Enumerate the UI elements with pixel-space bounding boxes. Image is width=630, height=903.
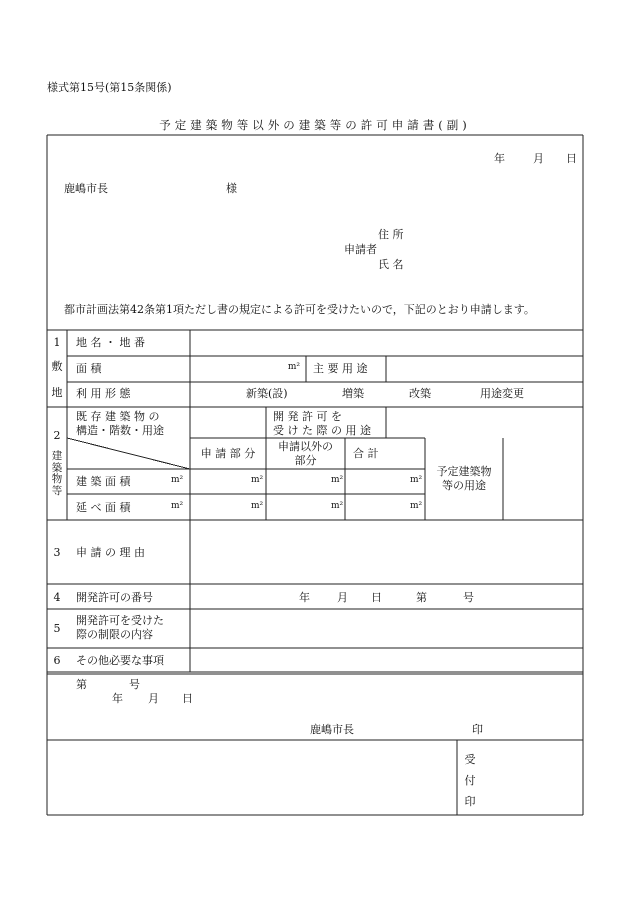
section5-number: 5 bbox=[53, 622, 61, 635]
section4-number: 4 bbox=[53, 591, 61, 604]
diagonal-line bbox=[67, 438, 190, 469]
section2-vertical-label: 建 築 物 等 bbox=[51, 450, 63, 497]
col-applied-portion: 申 請 部 分 bbox=[200, 447, 256, 460]
usage-option-extension: 増築 bbox=[342, 387, 364, 400]
development-use-label: 開 発 許 可 を 受 け た 際 の 用 途 bbox=[273, 410, 371, 437]
usage-option-rebuild: 改築 bbox=[409, 387, 431, 400]
permit-go: 号 bbox=[463, 591, 474, 604]
floor-area-label: 延 べ 面 積 bbox=[76, 501, 131, 514]
honorific: 様 bbox=[226, 182, 237, 195]
footer-month: 月 bbox=[148, 692, 159, 705]
form-number: 様式第15号(第15条関係) bbox=[47, 81, 172, 94]
area-unit: m² bbox=[287, 362, 300, 372]
unit-other-floor: m² bbox=[331, 501, 344, 511]
receipt-stamp-label: 受 付 印 bbox=[464, 753, 476, 808]
footer-seal: 印 bbox=[472, 723, 483, 736]
restriction-label: 開発許可を受けた 際の制限の内容 bbox=[76, 614, 164, 641]
other-matters-label: その他必要な事項 bbox=[76, 654, 164, 667]
reason-label: 申 請 の 理 由 bbox=[76, 546, 145, 559]
header-date-month: 月 bbox=[533, 152, 544, 165]
unit-applied-building: m² bbox=[251, 475, 264, 485]
lot-label: 地 名 ・ 地 番 bbox=[76, 336, 145, 349]
building-area-label: 建 築 面 積 bbox=[76, 475, 131, 488]
unit-total-floor: m² bbox=[410, 501, 423, 511]
area-label: 面 積 bbox=[76, 362, 102, 375]
col-other-portion: 申請以外の 部分 bbox=[278, 440, 333, 467]
applicant-label: 申請者 bbox=[344, 243, 377, 256]
section3-number: 3 bbox=[53, 546, 61, 559]
unit-applied-floor: m² bbox=[251, 501, 264, 511]
footer-go: 号 bbox=[129, 678, 140, 691]
unit-total-building: m² bbox=[410, 475, 423, 485]
name-label: 氏 名 bbox=[378, 258, 404, 271]
footer-year: 年 bbox=[112, 692, 123, 705]
permit-year: 年 bbox=[299, 591, 310, 604]
main-use-label: 主 要 用 途 bbox=[313, 362, 368, 375]
form-title: 予定建築物等以外の建築等の許可申請書(副) bbox=[159, 118, 471, 132]
development-permit-number-label: 開発許可の番号 bbox=[76, 591, 153, 604]
header-date-year: 年 bbox=[494, 152, 505, 165]
section2-number: 2 bbox=[53, 429, 61, 442]
section1-label-top: 敷 bbox=[51, 360, 63, 373]
section6-number: 6 bbox=[53, 654, 61, 667]
floor-area-unit: m² bbox=[171, 501, 184, 511]
address-label: 住 所 bbox=[378, 228, 404, 241]
addressee: 鹿嶋市長 bbox=[64, 182, 108, 195]
usage-option-change: 用途変更 bbox=[480, 387, 524, 400]
existing-building-label: 既 存 建 築 物 の 構造・階数・用途 bbox=[76, 410, 164, 437]
building-area-unit: m² bbox=[171, 475, 184, 485]
footer-day: 日 bbox=[182, 692, 193, 705]
col-total: 合 計 bbox=[353, 447, 379, 460]
usage-option-new: 新築(設) bbox=[246, 387, 288, 400]
section1-number: 1 bbox=[53, 336, 61, 349]
footer-mayor: 鹿嶋市長 bbox=[310, 723, 354, 736]
permit-day: 日 bbox=[371, 591, 382, 604]
unit-other-building: m² bbox=[331, 475, 344, 485]
header-date-day: 日 bbox=[566, 152, 577, 165]
footer-dai: 第 bbox=[76, 678, 87, 691]
planned-use-label: 予定建築物 等の用途 bbox=[436, 465, 492, 492]
usage-form-label: 利 用 形 態 bbox=[76, 387, 131, 400]
application-statement: 都市計画法第42条第1項ただし書の規定による許可を受けたいので，下記のとおり申請します。 bbox=[64, 303, 535, 316]
section1-label-bottom: 地 bbox=[51, 386, 63, 399]
permit-dai: 第 bbox=[416, 591, 427, 604]
permit-month: 月 bbox=[337, 591, 348, 604]
